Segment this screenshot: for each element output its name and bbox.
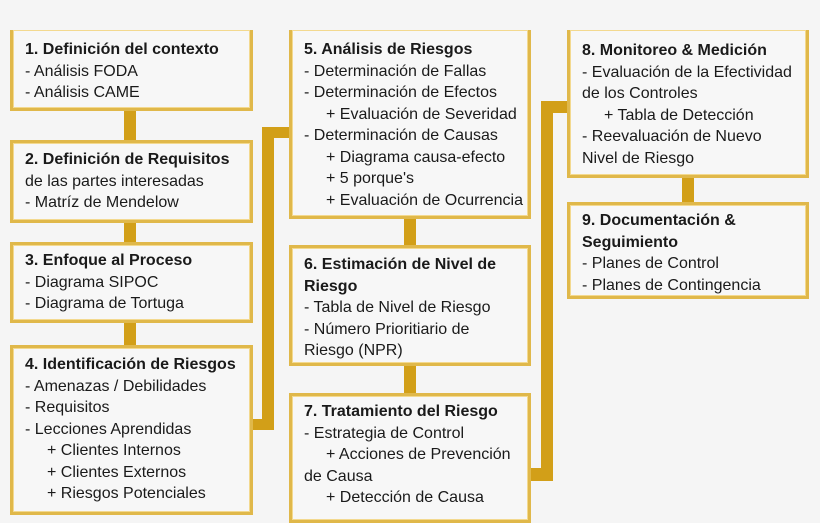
step-title: 7. Tratamiento del Riesgo [304,403,498,420]
step-title: 4. Identificación de Riesgos [25,356,236,373]
step-item: - Reevaluación de Nuevo [582,128,762,145]
step-subitem: + Clientes Externos [47,463,187,481]
connector-4-5-vertical [262,127,274,430]
step-5-box [289,30,531,219]
connector-7-8-vertical [541,101,553,481]
step-title: 9. Documentación & [582,212,736,229]
step-item: - Determinación de Efectos [304,84,497,101]
step-title-cont: Riesgo [304,277,358,295]
step-subitem: + Evaluación de Severidad [326,105,517,123]
connector-4-5-bottom [252,419,274,430]
step-8-box [567,30,809,178]
step-title: 2. Definición de Requisitos [25,151,230,168]
connector-7-8-top [541,101,568,113]
connector-6-7 [404,365,416,393]
step-subitem: + Riesgos Potenciales [47,485,206,502]
step-item: - Planes de Contingencia [582,276,761,294]
step-item: de las partes interesadas [25,172,204,190]
step-item: - Evaluación de la Efectividad [582,63,792,81]
step-title-cont: Seguimiento [582,233,679,251]
step-item: - Diagrama SIPOC [25,273,159,291]
connector-2-3 [124,222,136,242]
step-title: 5. Análisis de Riesgos [304,41,473,58]
step-subitem: + Detección de Causa [326,489,484,506]
connector-7-8-bottom [530,468,553,481]
step-item: - Amenazas / Debilidades [25,377,207,395]
step-item: - Análisis FODA [25,62,138,80]
step-3-box [10,242,253,323]
connector-3-4 [124,322,136,345]
connector-5-6 [404,218,416,245]
step-item: - Análisis CAME [25,84,140,101]
step-item: - Tabla de Nivel de Riesgo [304,299,491,316]
step-item: - Matríz de Mendelow [25,194,179,211]
step-subitem: + 5 porque's [326,170,415,187]
connector-4-5-top [262,127,290,138]
step-2-box [10,140,253,223]
step-title: 8. Monitoreo & Medición [582,42,767,59]
step-title: 6. Estimación de Nivel de [304,256,497,273]
step-1-box [10,30,253,111]
step-subitem: + Tabla de Detección [604,106,754,124]
step-item: - Requisitos [25,399,110,416]
step-subitem: + Diagrama causa-efecto [326,148,506,166]
step-7-box [289,393,531,523]
connector-1-2 [124,110,136,140]
step-item: - Lecciones Aprendidas [25,420,192,438]
step-item: Nivel de Riesgo [582,149,695,167]
step-item: de los Controles [582,85,698,102]
step-item: - Número Prioritiario de [304,320,470,338]
step-item: - Estrategia de Control [304,424,465,442]
step-subitem: + Acciones de Prevención [326,446,511,463]
step-item: - Diagrama de Tortuga [25,295,184,312]
step-title: 1. Definición del contexto [25,41,219,58]
step-6-box [289,245,531,366]
step-4-box [10,345,253,515]
step-item: - Planes de Control [582,255,719,272]
step-item: - Determinación de Fallas [304,62,487,80]
step-item: - Determinación de Causas [304,127,498,144]
step-subitem: + Clientes Internos [47,442,181,459]
connector-8-9 [682,177,694,202]
step-item: de Causa [304,467,373,485]
step-title: 3. Enfoque al Proceso [25,252,193,269]
step-subitem: + Evaluación de Ocurrencia [326,191,523,209]
step-9-box [567,202,809,299]
step-item: Riesgo (NPR) [304,342,403,359]
